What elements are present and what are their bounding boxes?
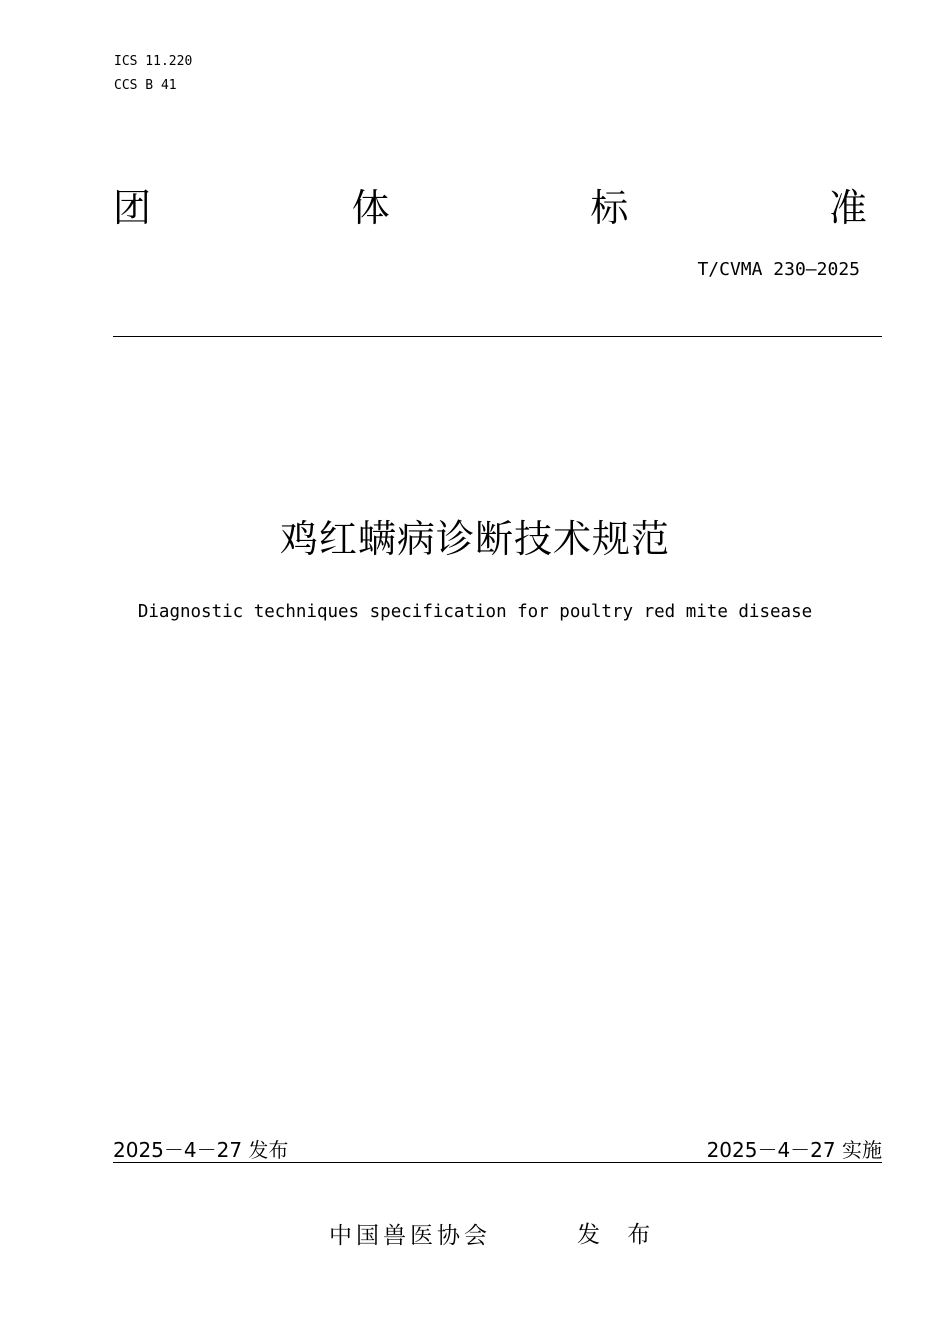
publisher-name: 中国兽医协会 xyxy=(329,1223,491,1249)
document-title-english: Diagnostic techniques specification for poultry red mite disease xyxy=(137,602,813,622)
classification-codes xyxy=(114,50,192,98)
standard-type-heading xyxy=(113,182,867,234)
standard-type-char: 标 xyxy=(590,186,629,230)
document-title-chinese: 鸡红螨病诊断技术规范 xyxy=(279,517,670,561)
standard-type-char: 体 xyxy=(351,186,390,230)
bottom-divider xyxy=(113,1162,882,1163)
publish-label: 发 布 xyxy=(577,1222,661,1248)
standard-number: T/CVMA 230—2025 xyxy=(697,259,860,280)
implement-date: 2025－4－27 实施 xyxy=(706,1138,882,1162)
ccs-code: CCS B 41 xyxy=(114,78,177,93)
ics-code: ICS 11.220 xyxy=(114,54,193,69)
standard-type-char: 团 xyxy=(113,186,152,230)
standard-type-char: 准 xyxy=(828,186,867,230)
top-divider xyxy=(113,336,882,337)
publish-date: 2025－4－27 发布 xyxy=(113,1138,289,1162)
